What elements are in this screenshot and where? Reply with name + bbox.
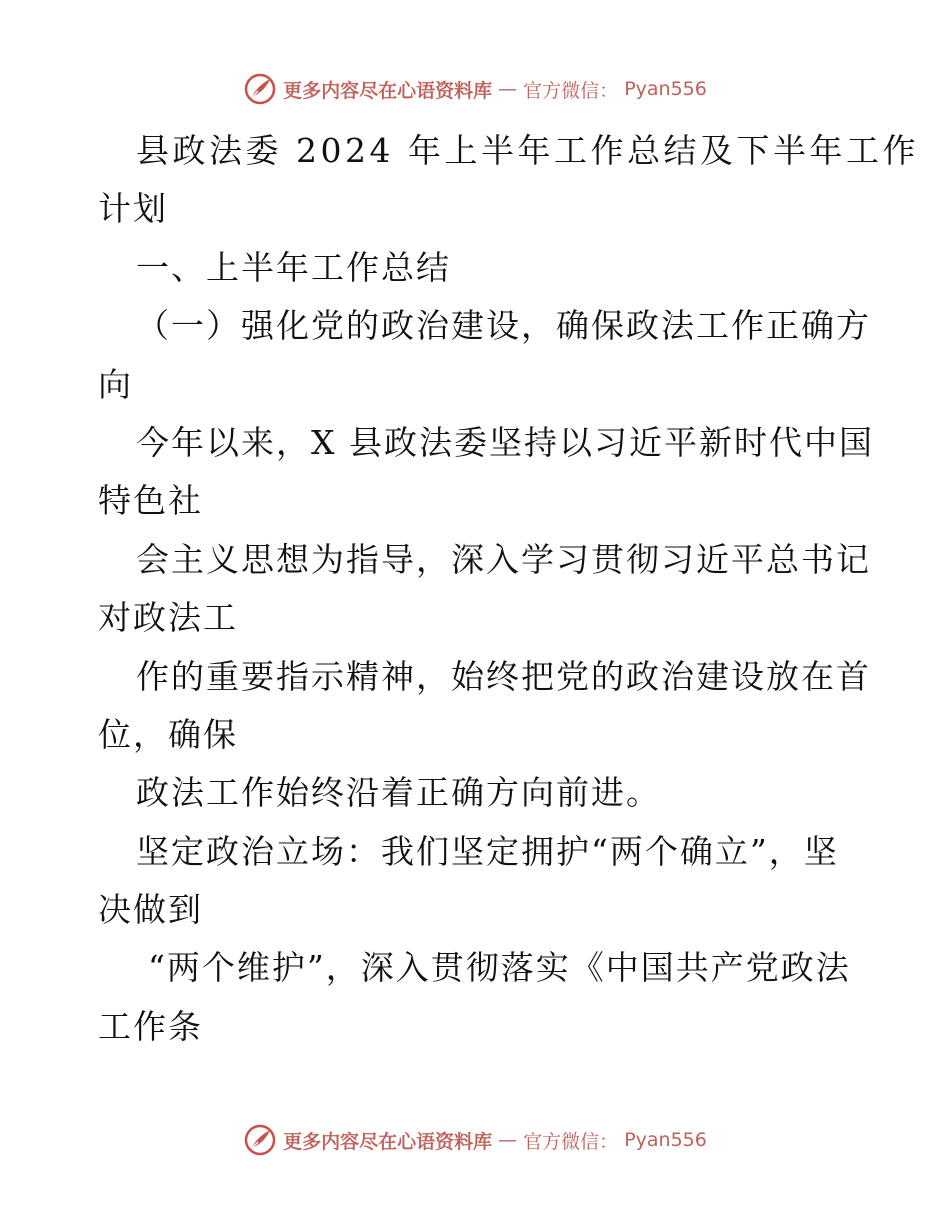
document-body [98,122,919,1056]
subsection-heading-continued: 向 [98,364,133,404]
header-watermark [0,72,950,106]
paragraph-line: 作的重要指示精神，始终把党的政治建设放在首 [136,656,871,696]
paragraph-line: 会主义思想为指导，深入学习贯彻习近平总书记 [136,539,871,579]
paragraph-line: 特色社 [98,481,203,521]
watermark-dash: — [498,1129,518,1151]
paragraph-line: 决做到 [98,890,203,930]
quill-logo-icon [243,1123,277,1157]
paragraph-line: 位，确保 [98,714,238,754]
paragraph-line: 政法工作始终沿着正确方向前进。 [136,773,661,813]
watermark-wechat-label: 官方微信： [523,1130,619,1153]
watermark-wechat-label: 官方微信： [523,79,619,102]
quill-logo-icon [243,72,277,106]
paragraph-line: “两个维护”，深入贯彻落实《中国共产党政法 [148,948,851,988]
document-title: 县政法委 2024 年上半年工作总结及下半年工作 [136,131,919,170]
paragraph-line: 对政法工 [98,598,238,638]
document-title-continued: 计划 [98,189,168,229]
section-heading: 一、上半年工作总结 [136,247,451,287]
watermark-brand: 更多内容尽在心语资料库 [283,79,493,102]
watermark-brand: 更多内容尽在心语资料库 [283,1130,493,1153]
watermark-wechat-id: Pyan556 [624,1129,707,1151]
paragraph-line: 今年以来，X 县政法委坚持以习近平新时代中国 [136,422,874,462]
watermark-wechat-id: Pyan556 [624,78,707,100]
paragraph-line: 工作条 [98,1006,203,1046]
footer-watermark [0,1123,950,1157]
watermark-dash: — [498,78,518,100]
subsection-heading: （一）强化党的政治建设，确保政法工作正确方 [136,306,871,346]
paragraph-line: 坚定政治立场：我们坚定拥护“两个确立”，坚 [136,831,839,871]
